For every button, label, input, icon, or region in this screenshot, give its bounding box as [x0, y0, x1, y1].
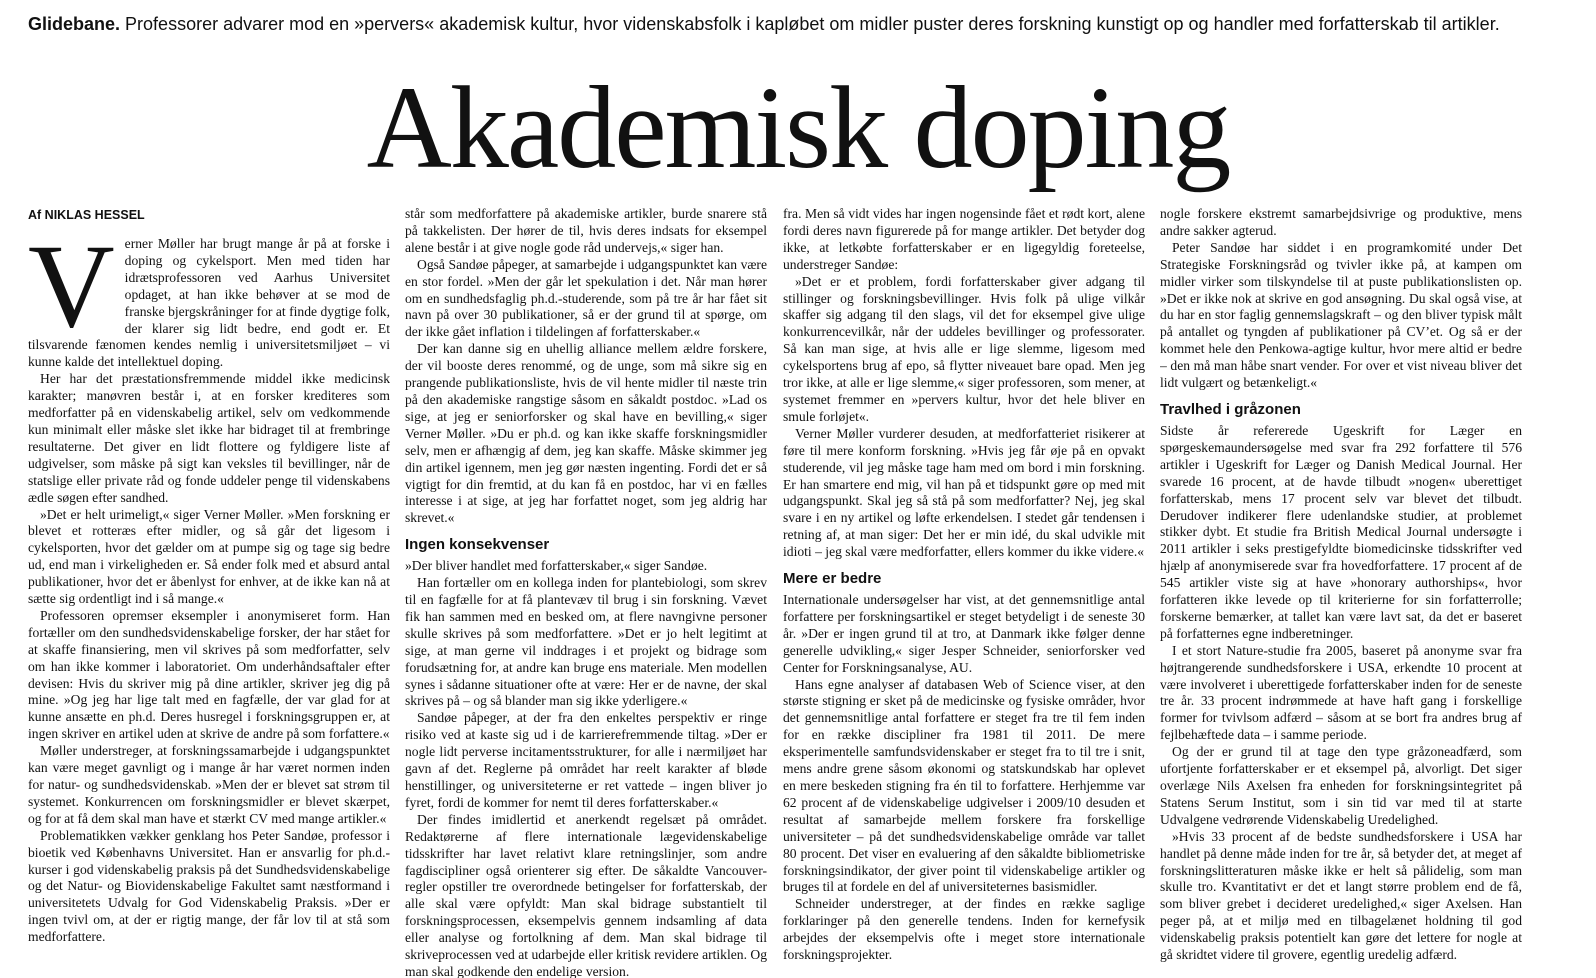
- standfirst-kicker: Glidebane.: [28, 14, 121, 34]
- paragraph: Professoren opremser eksempler i anonymiseret form. Han fortæller om den sundhedsvidenskabelige forsker, der har stået for at skaffe finansiering, men vil skrives på som medforfatter, selv om han ikke kommer i laboratoriet. Om underhåndsaftaler efter devisen: Hvis du skriver mig på dine artikler, skriver jeg dig på mine. »Og jeg har lige talt med en fagfælle, der var glad for at kunne ansætte en ph.d. Deres husregel i forskningsgruppen er, at ingen skriver en artikel uden at skrive de andre på som forfattere.«: [28, 607, 390, 742]
- subheading: Mere er bedre: [783, 570, 882, 588]
- paragraph: »Hvis 33 procent af de bedste sundhedsforskere i USA har handlet på denne måde inden for tre år, så betyder det, at meget af forskningslitteraturen måske ikke er helt så pålidelig, som man skulle tro. Kvantitativt er det et langt større problem end de få, som bliver grebet i decideret uredelighed,« siger Axelsen. Han peger på, at et miljø med en tilbagelænet holdning til god videnskabelig praksis potentielt kan gøre det lettere for nogle at gå skridtet videre til grovere, egentlig uredelig adfærd.: [1160, 828, 1522, 963]
- article-column-1: [28, 206, 390, 978]
- paragraph: Peter Sandøe har siddet i en programkomité under Det Strategiske Forskningsråd og tvivler ikke på, at kampen om midler virker som tilskyndelse til at puste publikationslisten op. »Det er ikke nok at skrive en god ansøgning. Du skal også vise, at du har en stor faglig gennemslagskraft – og den bliver typisk målt på antallet og tyngden af publikationer på CV’et. Og så er der kommet hele den Penkowa-agtige kultur, hvor mere altid er bedre – den må man håbe snart vender. For over et vist niveau bliver det lidt vulgært og betænkeligt.«: [1160, 239, 1522, 391]
- paragraph: Schneider understreger, at der findes en række saglige forklaringer på den generelle tendens. Inden for kernefysik arbejdes der eksempelvis ofte i meget store internationale forskningsprojekter.: [783, 896, 1145, 963]
- subheading: Travlhed i gråzonen: [1160, 400, 1301, 418]
- article-column-2: [405, 206, 767, 978]
- article-column-3: [783, 206, 1145, 978]
- paragraph: I et stort Nature-studie fra 2005, baseret på anonyme svar fra højtrangerende sundhedsforskere i USA, erkendte 10 procent at være involveret i uberettigede forfatterskaber inden for de seneste tre år. 33 procent indrømmede at have haft gang i forskellige former for tvivlsom adfærd – såsom at se bort fra andres brug af fejlbehæftede data – i samme periode.: [1160, 642, 1522, 743]
- subheading: Ingen konsekvenser: [405, 536, 550, 554]
- standfirst-text: Professorer advarer mod en »pervers« akademisk kultur, hvor videnskabsfolk i kapløbet om midler puster deres forskning kunstigt op og handler med forfatterskab til artikler.: [125, 14, 1500, 34]
- paragraph: Også Sandøe påpeger, at samarbejde i udgangspunktet kan være en stor fordel. »Men der går let spekulation i det. Når man hører om en sundhedsfaglig ph.d.-studerende, som på tre år har fået sit navn på over 30 publikationer, så er der grund til at spørge, om der ikke gået inflation i tildelingen af forfatterskaber.«: [405, 256, 767, 340]
- paragraph: Sidste år refererede Ugeskrift for Læger en spørgeskemaundersøgelse med svar fra 292 forfattere til 576 artikler i Ugeskrift for Læger og Danish Medical Journal. Her svarede 16 procent, at de havde tilbudt »nogen« uberettiget forfatterskab, mens 17 procent selv var blevet det tilbudt. Derudover indikerer flere udenlandske studier, at problemet stikker dybt. Et studie fra British Medical Journal undersøgte i 2011 artikler i seks prestigefyldte biomedicinske tidsskrifter ved hjælp af anonymiserede svar fra hovedforfattere. 17 procent af de 545 artikler viste sig at have »honorary authorships«, hvor forfatteren ikke levede op til kriterierne for sin forfatterrolle; forskerne bemærker, at tallet kan være lavt sat, da det er baseret på forfatternes egne indberetninger.: [1160, 422, 1522, 641]
- paragraph: Sandøe påpeger, at der fra den enkeltes perspektiv er ringe risiko ved at kaste sig ud i de karrierefremmende tiltag. »Der er nogle lidt perverse incitamentsstrukturer, for alle i nærmiljøet har gavn af det. Reglerne på området har reelt karakter af bløde henstillinger, og universiteterne er ret vattede – ingen bliver jo fyret, fordi de kommer for nemt til deres forfatterskaber.«: [405, 710, 767, 810]
- paragraph: står som medforfattere på akademiske artikler, burde snarere stå på takkelisten. Der hører de til, hvis deres indsats for eksempel alene består i at give nogle gode råd undervejs,« siger han.: [405, 206, 767, 255]
- paragraph: nogle forskere ekstremt samarbejdsivrige og produktive, mens andre sakker agterud.: [1160, 206, 1522, 238]
- paragraph: Møller understreger, at forskningssamarbejde i udgangspunktet kan være meget gavnligt og i mange år har været normen inden for natur- og sundhedsvidenskab. »Men der er blevet sat strøm til systemet. Konkurrencen om forskningsmidler er blevet skærpet, og for at få dem skal man have et stærkt CV med mange artikler.«: [28, 743, 390, 826]
- standfirst: [28, 12, 1578, 36]
- paragraph: Der kan danne sig en uhellig alliance mellem ældre forskere, der vil booste deres renommé, og de unge, som må sikre sig en prangende publikationsliste, hvis de vil hente midler til næste trin på den akademiske rangstige såsom en såkaldt postdoc. »Lad os sige, at jeg er seniorforsker og skal have en bevilling,« siger Verner Møller. »Du er ph.d. og kan ikke skaffe forskningsmidler selv, men er afhængig af dem, jeg kan skaffe. Måske skimmer jeg din artikel igennem, men jeg gør næsten ingenting. Fordi det er så vigtigt for din fremtid, at du kan få en postdoc, har vi en fælles interesse i at sige, at jeg har forfattet noget, som jeg aldrig har skrevet.«: [405, 341, 767, 526]
- lead-paragraph: [28, 219, 390, 371]
- paragraph: »Det er helt urimeligt,« siger Verner Møller. »Men forskning er blevet et rotteræs efter midler, og så går det ligesom i cykelsporten, hvor det gælder om at pumpe sig og tage sig bedre ud, end man i virkeligheden er. Så ender folk med et absurd antal publikationer, hvor det er åbenlyst for enhver, at de ikke kan nå at sætte sig ordentligt ind i så mange.«: [28, 506, 390, 607]
- headline: Akademisk doping: [366, 62, 1230, 193]
- paragraph: Internationale undersøgelser har vist, at det gennemsnitlige antal forfattere per forskningsartikel er steget betydeligt i de seneste 30 år. »Der er ingen grund til at tro, at Danmark ikke følger denne generelle udvikling,« siger Jesper Schneider, seniorforsker ved Center for Forskningsanalyse, AU.: [783, 592, 1145, 675]
- paragraph: Der findes imidlertid et anerkendt regelsæt på området. Redaktørerne af flere internationale lægevidenskabelige tidsskrifter har lavet relativt klare retningslinjer, som andre fagdiscipliner også orienterer sig efter. De såkaldte Vancouver-regler opstiller tre overordnede betingelser for forfatterskab, der alle skal være opfyldt: Man skal bidrage substantielt til forskningsprocessen, eksempelvis gennem indsamling af data eller analyse og fortolkning af dem. Man skal bidrage til skriveprocessen ved at udarbejde eller kritisk revidere artiklen. Og man skal godkende den endelige version.: [405, 811, 767, 978]
- paragraph: »Der bliver handlet med forfatterskaber,« siger Sandøe.: [405, 558, 708, 574]
- paragraph: fra. Men så vidt vides har ingen nogensinde fået et rødt kort, alene fordi deres navn figurerede på for mange artikler. Det betyder dog ikke, at letkøbte forfatterskaber er en ligegyldig foreteelse, understreger Sandøe:: [783, 206, 1145, 272]
- article-column-4: [1160, 206, 1522, 978]
- drop-cap: V: [28, 219, 115, 352]
- byline: Af NIKLAS HESSEL: [28, 208, 145, 222]
- paragraph: Han fortæller om en kollega inden for plantebiologi, som skrev til en fagfælle for at få plantevæv til brug i sin forskning. Vævet fik han sammen med en besked om, at flere navngivne personer skulle skrives på som medforfattere. »Det er jo helt legitimt at sige, at man gerne vil inddrages i et projekt og bidrage som forudsætning for, at andre kan bruge ens materiale. Men modellen synes i sådanne situationer ofte at være: Her er de navne, der skal skrives på – og så blander man sig ikke yderligere.«: [405, 575, 767, 709]
- paragraph: Hans egne analyser af databasen Web of Science viser, at den største stigning er sket på de medicinske og fysiske områder, hvor det gennemsnitlige antal forfattere er steget fra tre til fem inden for en række discipliner fra 1981 til 2011. De mere eksperimentelle samfundsvidenskaber er steget fra to til tre i snit, mens andre grene såsom økonomi og statskundskab har oplevet en mere beskeden stigning fra én til to forfattere. Herhjemme var 62 procent af de videnskabelige udgivelser i 2009/10 desuden et resultat af samarbejde mellem forskere fra forskellige universiteter – på det sundhedsvidenskabelige område var tallet 80 procent. Det viser en evaluering af den såkaldte bibliometriske forskningsindikator, der giver point til videnskabelige artikler og bruges til at fordele en del af universiteternes basismidler.: [783, 676, 1145, 895]
- paragraph: Her har det præstationsfremmende middel ikke medicinsk karakter; manøvren består i, at en forsker krediteres som medforfatter på en videnskabelig artikel, selv om vedkommende kun minimalt eller måske slet ikke har bidraget til at frembringe resultaterne. Det giver en lidt flottere og fyldigere liste af udgivelser, som måske på sigt kan veksles til bevillinger, når de statslige eller private råd og fonde uddeler penge til videnskabens ædle søgen efter sandhed.: [28, 371, 390, 505]
- lead-text: erner Møller har brugt mange år på at forske i doping og cykelsport. Men med tiden har idrætsprofessoren ved Aarhus Universitet opdaget, at han ikke behøver at se mod de franske bjergskråninger for at finde dygtige folk, der klarer sig lidt bedre, end godt er. Et tilsvarende fænomen kendes nemlig i universitetsmiljøet – vi kunne kalde det intellektuel doping.: [28, 236, 390, 370]
- paragraph: Og der er grund til at tage den type gråzoneadfærd, som ufortjente forfatterskaber er et eksempel på, alvorligt. Det siger overlæge Nils Axelsen fra enheden for forskningsintegritet på Statens Serum Institut, som i sin tid var med til at starte Udvalgene vedrørende Videnskabelig Uredelighed.: [1160, 744, 1522, 827]
- paragraph: Problematikken vækker genklang hos Peter Sandøe, professor i bioetik ved Københavns Universitet. Han er ansvarlig for ph.d.-kurser i god videnskabelig praksis på det Sundhedsvidenskabelige og det Natur- og Biovidenskabelige Fakultet samt næstformand i universitetets Udvalg for God Videnskabelig Praksis. »Der er ingen tvivl om, at der er rigtig mange, der får lov til at stå som medforfattere.: [28, 827, 390, 945]
- paragraph: »Det er et problem, fordi forfatterskaber giver adgang til stillinger og forskningsbevillinger. Hvis folk på ulige vilkår skaffer sig adgang til den slags, vil det for eksempel give ulige konkurrencevilkår, når der uddeles bevillinger og professorater. Så kan man sige, at hvis alle er lige slemme, ligesom med cykelsportens brug af epo, så flytter niveauet bare opad. Men jeg tror ikke, at alle er lige slemme,« siger professoren, som mener, at systemet fremmer en »pervers kultur, hvor det hele bliver en smule forløjet«.: [783, 273, 1145, 424]
- paragraph: Verner Møller vurderer desuden, at medforfatteriet risikerer at føre til mere konform forskning. »Hvis jeg får øje på en opvakt studerende, vil jeg måske tage ham med om bord i min forskning. Er han smartere end mig, vil han på et tidspunkt gøre op med mit udgangspunkt. Skal jeg så stå på som medforfatter? Nej, jeg skal svare i en ny artikel og løfte erkendelsen. I stedet går tendensen i retning af, at man siger: Det her er min idé, du skal udvikle mit idioti – jeg skal være medforfatter, ellers kommer du ikke videre.«: [783, 425, 1145, 560]
